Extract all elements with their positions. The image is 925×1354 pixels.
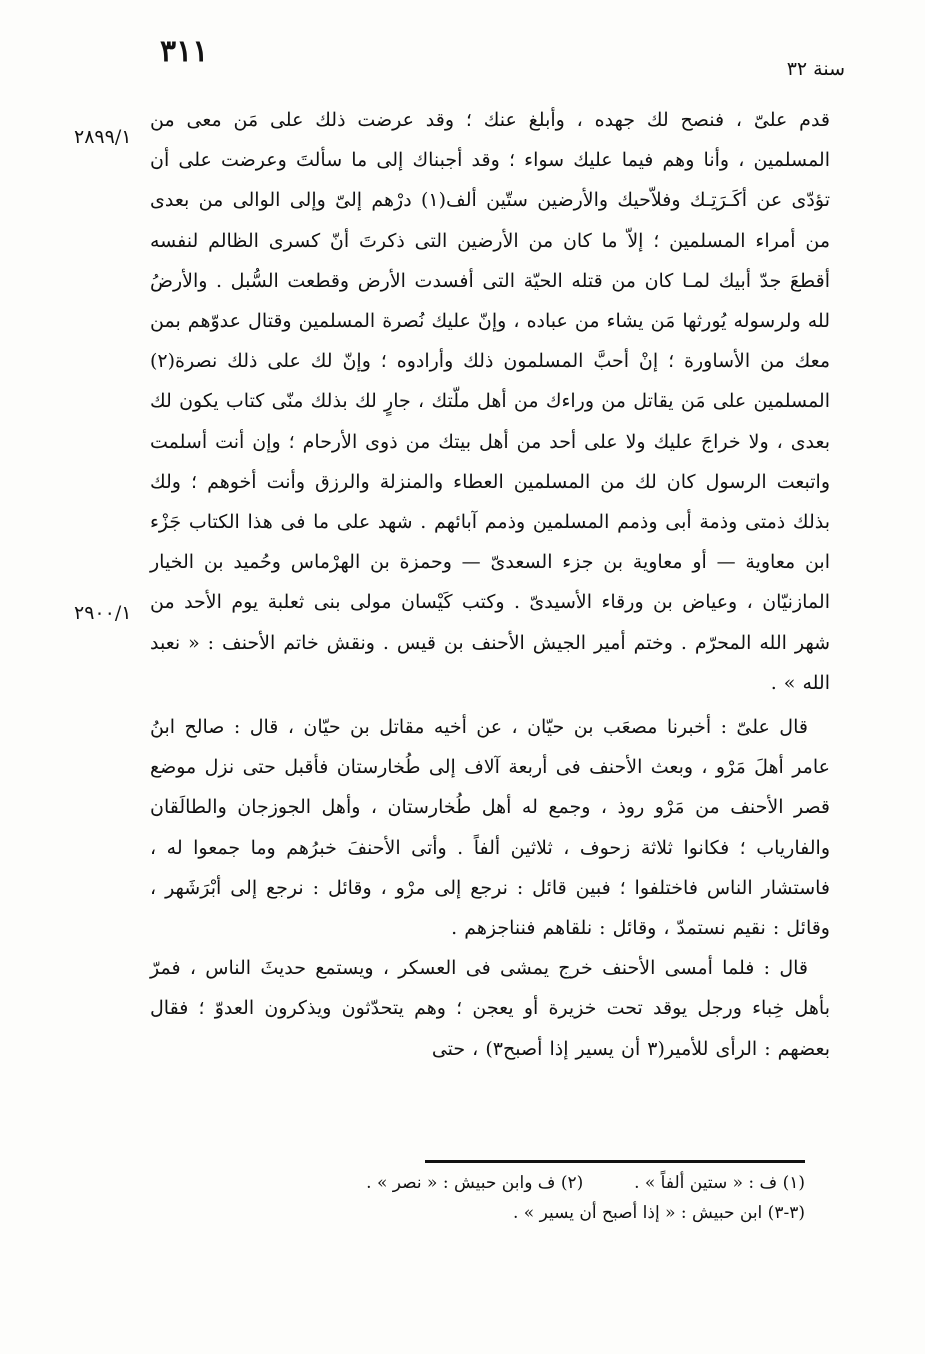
- paragraph: قال : فلما أمسى الأحنف خرج يمشى فى العسكر ، ويستمع حديثَ الناس ، فمرّ بأهل خِباء ورجل يوقد تحت خزيرة أو يعجن ؛ وهم يتحدّثون ويذكرون العدوّ ؛ فقال بعضهم : الرأى للأمير(٣ أن يسير إذا أصبح٣) ، حتى: [150, 957, 830, 1060]
- paragraph: قال علىّ : أخبرنا مصعَب بن حيّان ، عن أخيه مقاتل بن حيّان ، قال : صالح ابنُ عامر أهلَ مَرْو ، وبعث الأحنف فى أربعة آلاف إلى طُخارستان فأقبل حتى نزل موضع قصر الأحنف من مَرْو روذ ، وجمع له أهل طُخارستان ، وأهل الجوزجان والطالَقان والفارياب ؛ فكانوا ثلاثة زحوف ، ثلاثين ألفاً . وأتى الأحنفَ خبرُهم وما جمعوا له ، فاستشار الناس فاختلفوا ؛ فبين قائل : نرجع إلى مرْو ، وقائل : نرجع إلى أبْرَشَهر ، وقائل : نقيم نستمدّ ، وقائل : نلقاهم فنناجزهم .: [150, 716, 830, 940]
- page-number: ٣١١: [160, 34, 209, 69]
- paragraph: قدم علىّ ، فنصح لك جهده ، وأبلغ عنك ؛ وقد عرضت ذلك على مَن معى من المسلمين ، وأنا وهم فيما عليك سواء ؛ وقد أجبناك إلى ما سألتَ وعرضت على أن تؤدّى عن أكَـرَتِـك وفلاّحيك والأرضين ستّين ألف(١) درْهم إلىّ وإلى الوالى من بعدى من أمراء المسلمين ؛ إلاّ ما كان من الأرضين التى ذكرتَ أنّ كسرى الظالم لنفسه أقطعَ جدّ أبيك لمـا كان من قتله الحيّة التى أفسدت الأرض وقطعت السُّبل . والأرضُ لله ولرسوله يُورثها مَن يشاء من عباده ، وإنّ عليك نُصرة المسلمين وقتال عدوّهم بمن معك من الأساورة ؛ إنْ أحبَّ المسلمون ذلك وأرادوه ؛ وإنّ لك على ذلك نصرة(٢) المسلمين على مَن يقاتل من وراءك من أهل ملّتك ، جارٍ لك بذلك منّى كتاب يكون لك بعدى ، ولا خراجَ عليك ولا على أحد من أهل بيتك من ذوى الأرحام ؛ وإن أنت أسلمت واتبعت الرسول كان لك من المسلمين العطاء والمنزلة والرزق وأنت أخوهم ؛ ولك بذلك ذمتى وذمة أبى وذمم المسلمين وذمم آبائهم . شهد على ما فى هذا الكتاب جَزْء ابن معاوية — أو معاوية بن جزء السعدىّ — وحمزة بن الهرْماس وحُميد بن الخيار المازنيّان ، وعياض بن ورقاء الأسيدىّ . وكتب كَيْسان مولى بنى ثعلبة يوم الأحد من شهر الله المحرّم . وختم أمير الجيش الأحنف بن قيس . ونقش خاتم الأحنف : « نعبد الله » .: [150, 109, 830, 694]
- running-head: سنة ٣٢: [786, 58, 845, 80]
- footnote: (٣-٣) ابن حبيش : « إذا أصبح أن يسير » .: [512, 1203, 805, 1223]
- footnote-divider: [425, 1160, 805, 1163]
- footnote: (٢) ف وابن حبيش : « نصر » .: [366, 1173, 584, 1193]
- footnote: (١) ف : « ستين ألفاً » .: [634, 1173, 805, 1193]
- margin-reference: ٢٨٩٩/١: [74, 126, 132, 148]
- footnotes: [245, 1168, 805, 1228]
- footnote-line: [245, 1168, 805, 1198]
- margin-reference: ٢٩٠٠/١: [74, 602, 132, 624]
- footnote-line: [245, 1198, 805, 1228]
- body-text: [150, 100, 830, 1069]
